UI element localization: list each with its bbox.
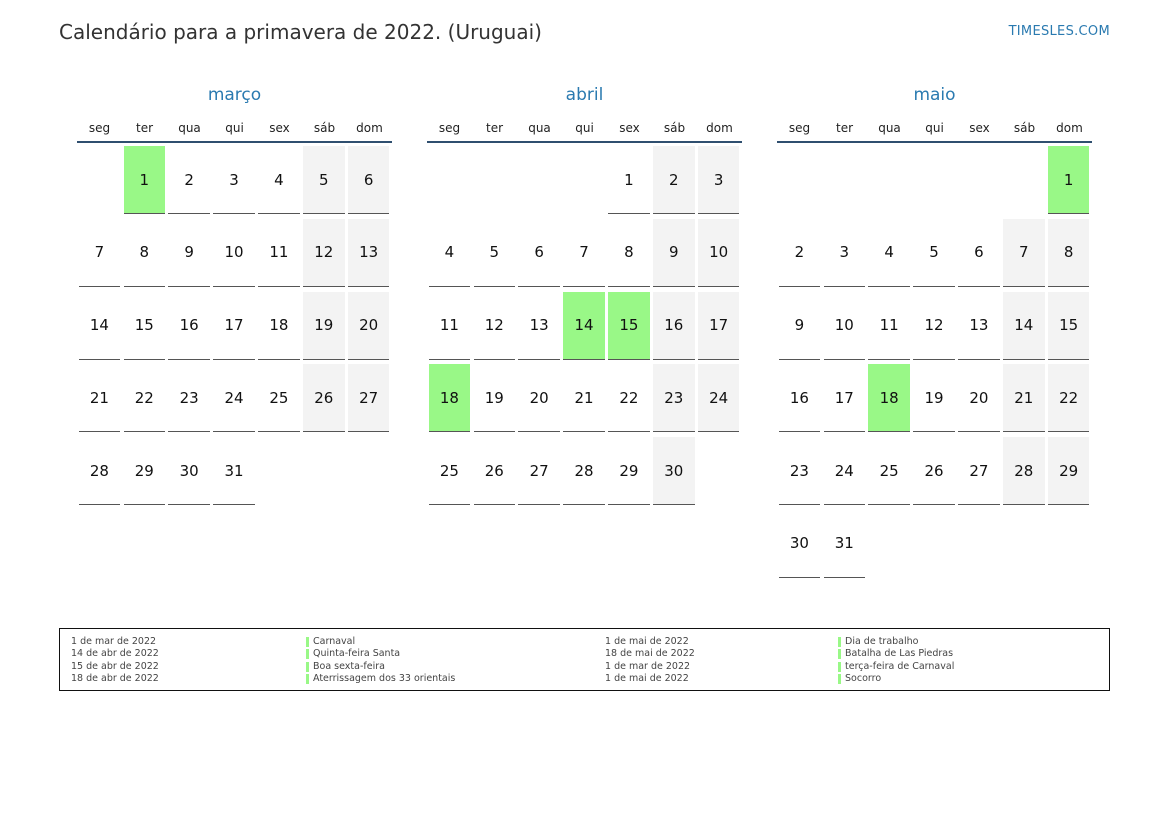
- week-row: [77, 364, 392, 437]
- weekday-label: sáb: [1013, 120, 1036, 135]
- weekday-label: sex: [969, 120, 990, 135]
- week-row: [77, 219, 392, 292]
- day-cell[interactable]: 13: [518, 292, 560, 360]
- legend-date: 1 de mai de 2022: [605, 636, 689, 647]
- day-cell[interactable]: 11: [868, 292, 910, 360]
- day-cell[interactable]: 21: [1003, 364, 1045, 432]
- week-row: [77, 146, 392, 219]
- empty-cell: [1003, 510, 1045, 578]
- empty-cell: [79, 146, 121, 214]
- empty-cell: [824, 146, 866, 214]
- day-cell[interactable]: 1: [608, 146, 650, 214]
- day-cell[interactable]: 24: [213, 364, 255, 432]
- weekday-label: sáb: [313, 120, 336, 135]
- week-row: [77, 292, 392, 365]
- weekday-label: qua: [178, 120, 201, 135]
- day-cell[interactable]: 30: [168, 437, 210, 505]
- legend-holiday-name: Carnaval: [306, 636, 455, 648]
- weekday-label: sex: [269, 120, 290, 135]
- week-row: [777, 437, 1092, 510]
- week-row: [77, 437, 392, 510]
- day-cell[interactable]: 4: [868, 219, 910, 287]
- empty-cell: [429, 146, 471, 214]
- holiday-day-cell[interactable]: 15: [608, 292, 650, 360]
- weekday-label: qua: [878, 120, 901, 135]
- week-row: [427, 219, 742, 292]
- day-cell[interactable]: 5: [474, 219, 516, 287]
- day-cell[interactable]: 7: [1003, 219, 1045, 287]
- empty-cell: [1003, 146, 1045, 214]
- month-calendar: [427, 84, 742, 510]
- weekday-header: [777, 114, 1092, 143]
- page-title: Calendário para a primavera de 2022. (Uruguai): [59, 20, 542, 44]
- day-cell[interactable]: 8: [608, 219, 650, 287]
- day-cell[interactable]: 20: [958, 364, 1000, 432]
- day-cell[interactable]: 22: [1048, 364, 1090, 432]
- day-cell[interactable]: 2: [168, 146, 210, 214]
- month-calendar: [77, 84, 392, 510]
- day-cell[interactable]: 27: [518, 437, 560, 505]
- holiday-day-cell[interactable]: 1: [1048, 146, 1090, 214]
- day-cell[interactable]: 29: [1048, 437, 1090, 505]
- day-cell[interactable]: 31: [213, 437, 255, 505]
- day-cell[interactable]: 11: [258, 219, 300, 287]
- legend-date: 18 de abr de 2022: [71, 673, 159, 685]
- day-cell[interactable]: 7: [79, 219, 121, 287]
- holiday-day-cell[interactable]: 1: [124, 146, 166, 214]
- day-cell[interactable]: 12: [303, 219, 345, 287]
- week-row: [777, 364, 1092, 437]
- day-cell[interactable]: 25: [429, 437, 471, 505]
- weekday-label: ter: [485, 120, 504, 135]
- day-cell[interactable]: 28: [563, 437, 605, 505]
- weekday-label: seg: [788, 120, 811, 135]
- day-cell[interactable]: 28: [79, 437, 121, 505]
- legend-date: 15 de abr de 2022: [71, 660, 159, 672]
- legend-dates-left: [71, 636, 159, 686]
- day-cell[interactable]: 21: [563, 364, 605, 432]
- day-cell[interactable]: 22: [124, 364, 166, 432]
- legend-holiday-name: Aterrissagem dos 33 orientais: [306, 673, 455, 685]
- weekday-label: sáb: [663, 120, 686, 135]
- legend-date: 1 de mar de 2022: [71, 636, 157, 647]
- holiday-legend: [59, 628, 1110, 691]
- day-cell[interactable]: 16: [779, 364, 821, 432]
- holiday-day-cell[interactable]: 18: [429, 364, 471, 432]
- day-cell[interactable]: 14: [79, 292, 121, 360]
- empty-cell: [474, 146, 516, 214]
- day-cell[interactable]: 24: [698, 364, 740, 432]
- day-cell[interactable]: 19: [303, 292, 345, 360]
- holiday-day-cell[interactable]: 14: [563, 292, 605, 360]
- day-cell[interactable]: 15: [124, 292, 166, 360]
- empty-cell: [913, 510, 955, 578]
- day-cell[interactable]: 23: [779, 437, 821, 505]
- day-cell[interactable]: 8: [124, 219, 166, 287]
- weekday-label: qui: [575, 120, 594, 135]
- day-cell[interactable]: 12: [474, 292, 516, 360]
- day-cell[interactable]: 27: [348, 364, 390, 432]
- day-cell[interactable]: 5: [303, 146, 345, 214]
- day-cell[interactable]: 30: [779, 510, 821, 578]
- day-cell[interactable]: 14: [1003, 292, 1045, 360]
- week-row: [777, 146, 1092, 219]
- day-cell[interactable]: 25: [868, 437, 910, 505]
- legend-date: 14 de abr de 2022: [71, 648, 159, 660]
- weekday-label: qua: [528, 120, 551, 135]
- day-cell[interactable]: 19: [913, 364, 955, 432]
- day-cell[interactable]: 27: [958, 437, 1000, 505]
- day-cell[interactable]: 30: [653, 437, 695, 505]
- legend-date: 18 de mai de 2022: [605, 648, 695, 660]
- empty-cell: [779, 146, 821, 214]
- day-cell[interactable]: 19: [474, 364, 516, 432]
- day-cell[interactable]: 21: [79, 364, 121, 432]
- day-cell[interactable]: 6: [348, 146, 390, 214]
- empty-cell: [958, 146, 1000, 214]
- day-cell[interactable]: 26: [303, 364, 345, 432]
- day-cell[interactable]: 31: [824, 510, 866, 578]
- day-cell[interactable]: 8: [1048, 219, 1090, 287]
- day-cell[interactable]: 26: [474, 437, 516, 505]
- weekday-label: ter: [835, 120, 854, 135]
- holiday-day-cell[interactable]: 18: [868, 364, 910, 432]
- day-cell[interactable]: 16: [653, 292, 695, 360]
- weekday-header: [427, 114, 742, 143]
- month-name: abril: [565, 85, 604, 105]
- empty-cell: [518, 146, 560, 214]
- week-row: [777, 219, 1092, 292]
- day-cell[interactable]: 18: [258, 292, 300, 360]
- day-cell[interactable]: 6: [958, 219, 1000, 287]
- day-cell[interactable]: 13: [958, 292, 1000, 360]
- week-row: [777, 510, 1092, 583]
- weekday-label: ter: [135, 120, 154, 135]
- weekday-label: sex: [619, 120, 640, 135]
- empty-cell: [913, 146, 955, 214]
- empty-cell: [258, 437, 300, 505]
- legend-holiday-name: Quinta-feira Santa: [306, 648, 455, 660]
- month-calendar: [777, 84, 1092, 583]
- day-cell[interactable]: 9: [168, 219, 210, 287]
- day-cell[interactable]: 16: [168, 292, 210, 360]
- day-cell[interactable]: 5: [913, 219, 955, 287]
- week-row: [427, 437, 742, 510]
- legend-dates-right: [605, 636, 695, 686]
- day-cell[interactable]: 23: [168, 364, 210, 432]
- day-cell[interactable]: 24: [824, 437, 866, 505]
- legend-names-left: [306, 636, 455, 686]
- day-cell[interactable]: 9: [653, 219, 695, 287]
- legend-holiday-name: Socorro: [838, 673, 954, 685]
- week-row: [427, 364, 742, 437]
- weekday-label: seg: [88, 120, 111, 135]
- brand-link[interactable]: TIMESLES.COM: [1008, 24, 1110, 39]
- day-cell[interactable]: 2: [653, 146, 695, 214]
- weekday-label: qui: [925, 120, 944, 135]
- day-cell[interactable]: 4: [258, 146, 300, 214]
- day-cell[interactable]: 6: [518, 219, 560, 287]
- day-cell[interactable]: 2: [779, 219, 821, 287]
- day-cell[interactable]: 13: [348, 219, 390, 287]
- day-cell[interactable]: 28: [1003, 437, 1045, 505]
- legend-names-right: [838, 636, 954, 686]
- month-name: maio: [913, 85, 956, 105]
- day-cell[interactable]: 29: [124, 437, 166, 505]
- empty-cell: [303, 437, 345, 505]
- day-cell[interactable]: 22: [608, 364, 650, 432]
- empty-cell: [348, 437, 390, 505]
- empty-cell: [868, 510, 910, 578]
- day-cell[interactable]: 17: [824, 364, 866, 432]
- weekday-label: seg: [438, 120, 461, 135]
- empty-cell: [958, 510, 1000, 578]
- legend-date: 1 de mai de 2022: [605, 673, 689, 685]
- day-cell[interactable]: 10: [213, 219, 255, 287]
- day-cell[interactable]: 3: [698, 146, 740, 214]
- empty-cell: [868, 146, 910, 214]
- month-name: março: [207, 85, 262, 105]
- day-cell[interactable]: 9: [779, 292, 821, 360]
- weekday-label: dom: [356, 120, 383, 135]
- empty-cell: [1048, 510, 1090, 578]
- weekday-header: [77, 114, 392, 143]
- day-cell[interactable]: 20: [348, 292, 390, 360]
- day-cell[interactable]: 25: [258, 364, 300, 432]
- day-cell[interactable]: 4: [429, 219, 471, 287]
- week-row: [427, 146, 742, 219]
- day-cell[interactable]: 12: [913, 292, 955, 360]
- day-cell[interactable]: 10: [698, 219, 740, 287]
- day-cell[interactable]: 29: [608, 437, 650, 505]
- day-cell[interactable]: 3: [213, 146, 255, 214]
- day-cell[interactable]: 23: [653, 364, 695, 432]
- weekday-label: qui: [225, 120, 244, 135]
- day-cell[interactable]: 15: [1048, 292, 1090, 360]
- day-cell[interactable]: 10: [824, 292, 866, 360]
- empty-cell: [698, 437, 740, 505]
- legend-holiday-name: Batalha de Las Piedras: [838, 648, 954, 660]
- empty-cell: [563, 146, 605, 214]
- legend-holiday-name: terça-feira de Carnaval: [838, 661, 954, 673]
- day-cell[interactable]: 11: [429, 292, 471, 360]
- day-cell[interactable]: 7: [563, 219, 605, 287]
- day-cell[interactable]: 17: [213, 292, 255, 360]
- legend-date: 1 de mar de 2022: [605, 660, 691, 672]
- week-row: [777, 292, 1092, 365]
- day-cell[interactable]: 17: [698, 292, 740, 360]
- weekday-label: dom: [706, 120, 733, 135]
- weekday-label: dom: [1056, 120, 1083, 135]
- week-row: [427, 292, 742, 365]
- day-cell[interactable]: 20: [518, 364, 560, 432]
- legend-holiday-name: Boa sexta-feira: [306, 661, 455, 673]
- day-cell[interactable]: 26: [913, 437, 955, 505]
- day-cell[interactable]: 3: [824, 219, 866, 287]
- legend-holiday-name: Dia de trabalho: [838, 636, 954, 648]
